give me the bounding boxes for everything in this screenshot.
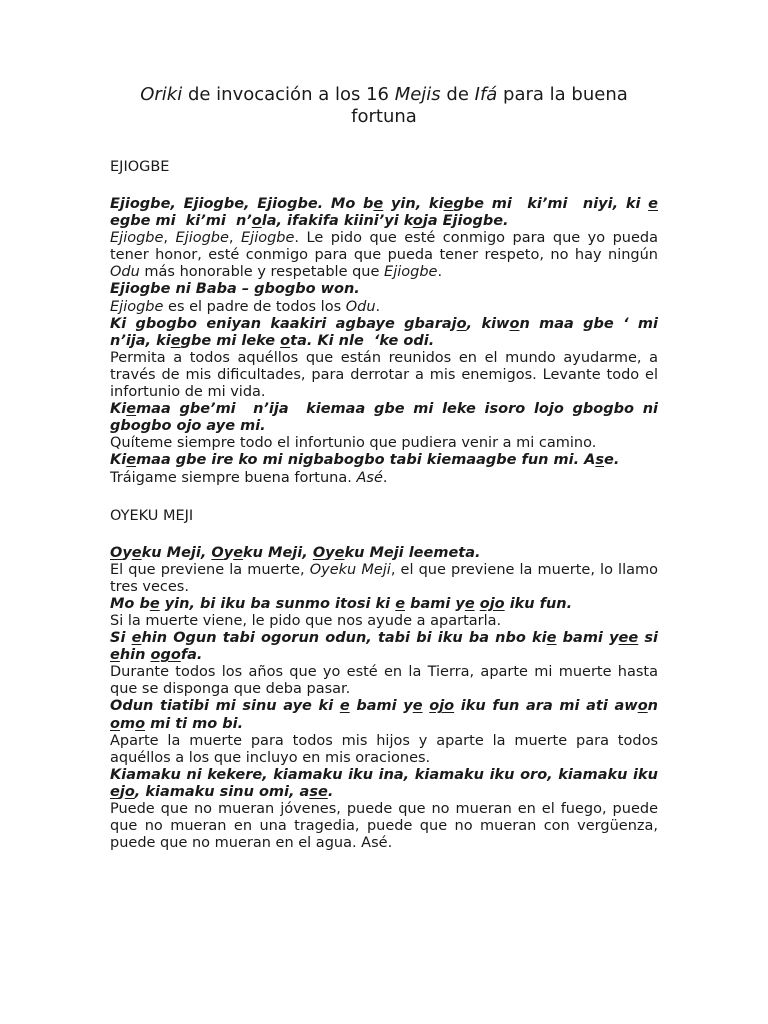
yoruba-verse: Si ehin Ogun tabi ogorun odun, tabi bi iku ba nbo kie bami yee si ehin ogofa. xyxy=(110,630,658,664)
document-title xyxy=(110,84,658,128)
yoruba-verse: Kiemaa gbe ire ko mi nigbabogbo tabi kiemaagbe fun mi. Ase. xyxy=(110,452,620,469)
title-part: de invocación a los 16 xyxy=(182,84,395,105)
yoruba-verse: Kiamaku ni kekere, kiamaku iku ina, kiamaku iku oro, kiamaku iku ejo, kiamaku sinu omi, ase. xyxy=(110,766,658,800)
section-heading: EJIOGBE xyxy=(110,159,170,175)
spanish-translation: Si la muerte viene, le pido que nos ayude a apartarla. xyxy=(110,612,502,629)
section-heading: OYEKU MEJI xyxy=(110,507,194,524)
spanish-translation: Tráigame siempre buena fortuna. Asé. xyxy=(110,469,388,486)
title-part: para la buena fortuna xyxy=(351,84,628,127)
spanish-translation: Permita a todos aquéllos que están reunidos en el mundo ayudarme, a través de mis dificultades, para derrotar a mis enemigos. Levante todo el infortunio de mi vida. xyxy=(110,349,658,401)
prayer-sections xyxy=(110,158,658,852)
spanish-translation: Ejiogbe es el padre de todos los Odu. xyxy=(110,298,381,315)
title-oriki: Oriki xyxy=(140,84,183,105)
spanish-translation: Durante todos los años que yo esté en la Tierra, aparte mi muerte hasta que se disponga que deba pasar. xyxy=(110,664,658,698)
section-oyeku-meji xyxy=(110,507,658,853)
yoruba-verse: Kiemaa gbe’mi n’ija kiemaa gbe mi leke isoro lojo gbogbo ni gbogbo ojo aye mi. xyxy=(110,401,658,435)
spanish-translation: El que previene la muerte, Oyeku Meji, el que previene la muerte, lo llamo tres veces. xyxy=(110,561,658,595)
yoruba-verse: Ejiogbe ni Baba – gbogbo won. xyxy=(110,281,360,298)
yoruba-verse: Ki gbogbo eniyan kaakiri agbaye gbarajo, kiwon maa gbe ‘ mi n’ija, kiegbe mi leke ota. Ki nle ‘ke odi. xyxy=(110,315,658,349)
yoruba-verse: Oyeku Meji, Oyeku Meji, Oyeku Meji leemeta. xyxy=(110,544,481,561)
title-part: de xyxy=(440,84,475,105)
document-page xyxy=(110,84,658,852)
section-ejiogbe xyxy=(110,158,658,487)
spanish-translation: Quíteme siempre todo el infortunio que pudiera venir a mi camino. xyxy=(110,435,597,452)
yoruba-verse: Ejiogbe, Ejiogbe, Ejiogbe. Mo be yin, kiegbe mi ki’mi niyi, ki e egbe mi ki’mi n’ola, ifakifa kiini’yi koja Ejiogbe. xyxy=(110,196,658,230)
spanish-translation: Ejiogbe, Ejiogbe, Ejiogbe. Le pido que esté conmigo para que yo pueda tener honor, esté conmigo para que pueda tener respeto, no hay ningún Odu más honorable y respetable que Ejiogbe. xyxy=(110,230,659,281)
spanish-translation: Puede que no mueran jóvenes, puede que no mueran en el fuego, puede que no mueran en una tragedia, puede que no mueran con vergüenza, puede que no mueran en el agua. Asé. xyxy=(110,801,658,852)
yoruba-verse: Odun tiatibi mi sinu aye ki e bami ye ojo iku fun ara mi ati awon omo mi ti mo bi. xyxy=(110,698,658,732)
title-ifa: Ifá xyxy=(474,84,498,105)
title-mejis: Mejis xyxy=(394,84,441,105)
yoruba-verse: Mo be yin, bi iku ba sunmo itosi ki e bami ye ojo iku fun. xyxy=(110,595,573,612)
spanish-translation: Aparte la muerte para todos mis hijos y aparte la muerte para todos aquéllos a los que incluyo en mis oraciones. xyxy=(110,732,658,766)
